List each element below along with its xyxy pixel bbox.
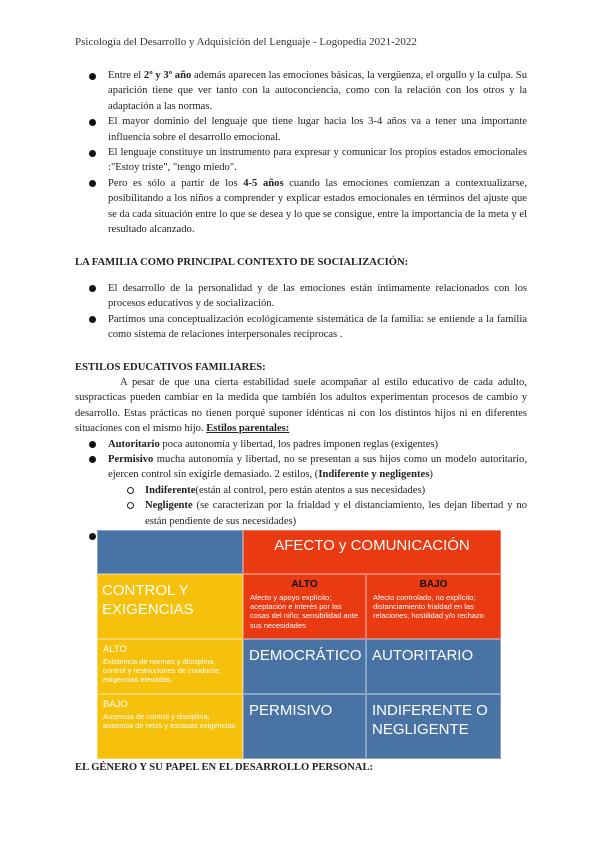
table-corner <box>97 530 243 574</box>
list-item: Pero es sólo a partir de los 4-5 años cuando las emociones comienzan a contextualizarse, posibilitando a los niños a comprender y explicar estados emocionales en términos del ajuste que se da cada situación entre lo que se desea y lo que se consigue, entre la importancia de la meta y el resultado alcanzado. <box>75 176 527 238</box>
family-list <box>75 281 527 343</box>
style-democratico: DEMOCRÁTICO <box>243 639 366 694</box>
list-item: Entre el 2º y 3º año además aparecen las emociones básicas, la vergüenza, el orgullo y la culpa. Su aparición tiene que ver tanto con la autoconciencia, como con la relación con los otros y la adaptación a las normas. <box>75 68 527 114</box>
styles-paragraph: A pesar de que una cierta estabilidad suele acompañar al estilo educativo de cada adulto, suspracticas pueden cambiar en la medida que también los adultos experimentan procesos de cambio y desarrollo. Estas prácticas no tienen porqué suponer idénticas ni con los distintos hijos ni en diferentes situaciones con el mismo hijo. Estilos parentales: <box>75 376 527 435</box>
sublist-item: Indiferente(están al control, pero están atentos a sus necesidades) <box>75 483 527 498</box>
affect-low-cell: BAJO Afecto controlado, no explícito; distanciamiento frialdad en las relaciones; hostilidad y/o rechazo <box>366 574 501 639</box>
control-high-cell: ALTO Existencia de normas y disciplina, control y restricciones de conducta; exigencias elevadas. <box>97 639 243 694</box>
affect-high-cell: ALTO Afecto y apoyo explícito; aceptación e interés por las cosas del niño; sensibilidad ante sus necesidades <box>243 574 366 639</box>
section-heading-styles: ESTILOS EDUCATIVOS FAMILIARES: <box>75 361 266 373</box>
parental-styles-list <box>75 437 527 483</box>
list-item-permisivo: Permisivo mucha autonomía y libertad, no se presentan a sus hijos como un modelo autoritario, ejercen control sin exigirle demasiado. 2 estilos, (Indiferente y negligentes) <box>75 452 527 483</box>
list-item: El desarrollo de la personalidad y de las emociones están íntimamente relacionados con los procesos educativos y de socialización. <box>75 281 527 312</box>
style-autoritario: AUTORITARIO <box>366 639 501 694</box>
style-indiferente: INDIFERENTE O NEGLIGENTE <box>366 694 501 759</box>
sublist-item: Negligente (se caracterizan por la frialdad y el distanciamiento, les dejan libertad y no están pendiente de sus necesidades) <box>75 498 527 529</box>
list-item: Partimos una conceptualización ecológicamente sistemática de la familia: se entiende a la familia como sistema de relaciones interpersonales recíprocas . <box>75 312 527 343</box>
style-permisivo: PERMISIVO <box>243 694 366 759</box>
list-item-autoritario: Autoritario poca autonomía y libertad, los padres imponen reglas (exigentes) <box>75 437 527 452</box>
list-item: El lenguaje constituye un instrumento para expresar y comunicar los propios estados emocionales :"Estoy triste", "tengo miedo". <box>75 145 527 176</box>
list-item: El mayor dominio del lenguaje que tiene lugar hacia los 3-4 años va a tener una importante influencia sobre el desarrollo emocional. <box>75 114 527 145</box>
document-body <box>75 68 527 544</box>
control-header: CONTROL Y EXIGENCIAS <box>97 574 243 639</box>
page-header: Psicología del Desarrollo y Adquisición del Lenguaje - Logopedia 2021-2022 <box>75 36 417 48</box>
parenting-styles-table <box>97 530 501 759</box>
permisivo-sublist <box>75 483 527 529</box>
section-heading-family: LA FAMILIA COMO PRINCIPAL CONTEXTO DE SOCIALIZACIÓN: <box>75 257 409 269</box>
section-heading-gender: EL GÉNERO Y SU PAPEL EN EL DESARROLLO PERSONAL: <box>75 762 374 773</box>
table-title: AFECTO y COMUNICACIÓN <box>243 530 501 574</box>
emotions-list <box>75 68 527 237</box>
control-low-cell: BAJO Ausencia de control y disciplina; ausencia de retos y escasas exigencias <box>97 694 243 759</box>
